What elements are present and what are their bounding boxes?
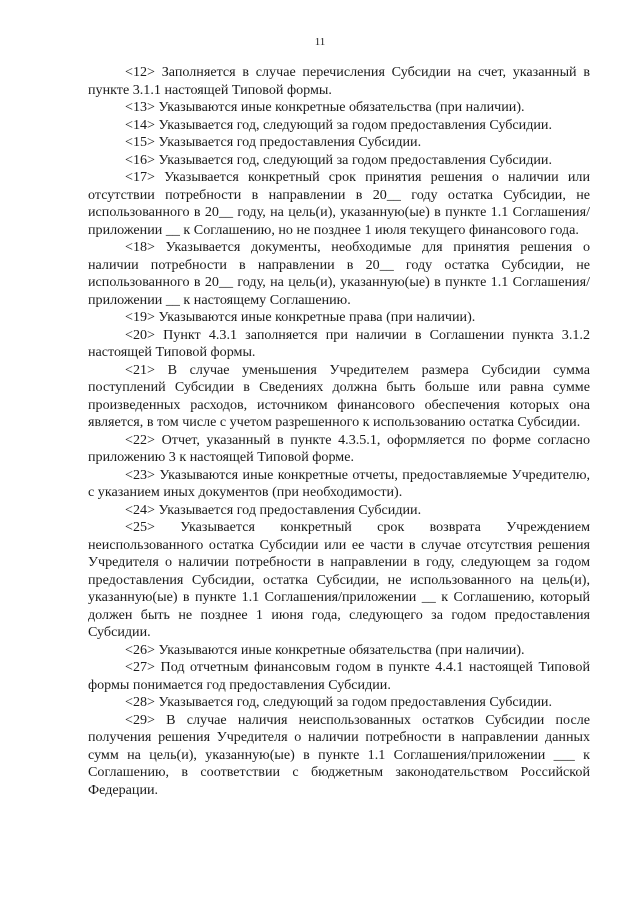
footnote-26: <26> Указываются иные конкретные обязательства (при наличии). — [125, 641, 525, 658]
footnote-16: <16> Указывается год, следующий за годом предоставления Субсидии. — [125, 151, 552, 168]
footnote-25: <25> Указывается конкретный срок возврата Учреждением неиспользованного остатка Субсидии или ее части в случае отсутствия решения Учредителя о наличии потребности в направлении в году, следующем за годом предоставления Субсидии, остатка Субсидии, не использованного на цель(и), указанную(ые) в пункте 1.1 Соглашения/приложении __ к Соглашению, который должен быть не позднее 1 июня года, следующего за годом предоставления Субсидии. — [88, 519, 590, 640]
footnote-22: <22> Отчет, указанный в пункте 4.3.5.1, оформляется по форме согласно приложению 3 к настоящей Типовой форме. — [88, 431, 590, 465]
footnote-15: <15> Указывается год предоставления Субсидии. — [125, 134, 422, 150]
footnote-14: <14> Указывается год, следующий за годом предоставления Субсидии. — [125, 116, 552, 133]
footnote-12: <12> Заполняется в случае перечисления Субсидии на счет, указанный в пункте 3.1.1 настоящей Типовой формы. — [88, 64, 590, 98]
footnotes-list — [88, 64, 590, 799]
footnote-23: <23> Указываются иные конкретные отчеты, предоставляемые Учредителю, с указанием иных документов (при необходимости). — [88, 466, 590, 500]
footnote-24: <24> Указывается год предоставления Субсидии. — [125, 501, 422, 518]
page-number: 11 — [314, 36, 326, 48]
footnote-28: <28> Указывается год, следующий за годом предоставления Субсидии. — [125, 694, 552, 710]
footnote-13: <13> Указываются иные конкретные обязательства (при наличии). — [125, 99, 525, 115]
footnote-27: <27> Под отчетным финансовым годом в пункте 4.4.1 настоящей Типовой формы понимается год предоставления Субсидии. — [88, 659, 590, 693]
footnote-21: <21> В случае уменьшения Учредителем размера Субсидии сумма поступлений Субсидии в Сведениях должна быть больше или равна сумме произведенных расходов, источником финансового обеспечения которых она является, в том числе с учетом разрешенного к использованию остатка Субсидии. — [88, 361, 590, 430]
footnote-20: <20> Пункт 4.3.1 заполняется при наличии в Соглашении пункта 3.1.2 настоящей Типовой формы. — [88, 326, 590, 360]
footnote-29: <29> В случае наличия неиспользованных остатков Субсидии после получения решения Учредителя о наличии потребности в направлении данных сумм на цель(и), указанную(ые) в пункте 1.1 Соглашения/приложении ___ к Соглашению, в соответствии с бюджетным законодательством Российской Федерации. — [88, 711, 590, 798]
footnote-19: <19> Указываются иные конкретные права (при наличии). — [125, 309, 476, 325]
footnote-17: <17> Указывается конкретный срок принятия решения о наличии или отсутствии потребности в направлении в 20__ году остатка Субсидии, не использованного в 20__ году, на цель(и), указанную(ые) в пункте 1.1 Соглашения/приложении __ к Соглашению, но не позднее 1 июля текущего финансового года. — [88, 169, 590, 238]
footnote-18: <18> Указывается документы, необходимые для принятия решения о наличии потребности в направлении в 20__ году остатка Субсидии, не использованного в 20__ году, на цель(и), указанную(ые) в пункте 1.1 Соглашения/приложении __ к настоящему Соглашению. — [88, 239, 590, 308]
